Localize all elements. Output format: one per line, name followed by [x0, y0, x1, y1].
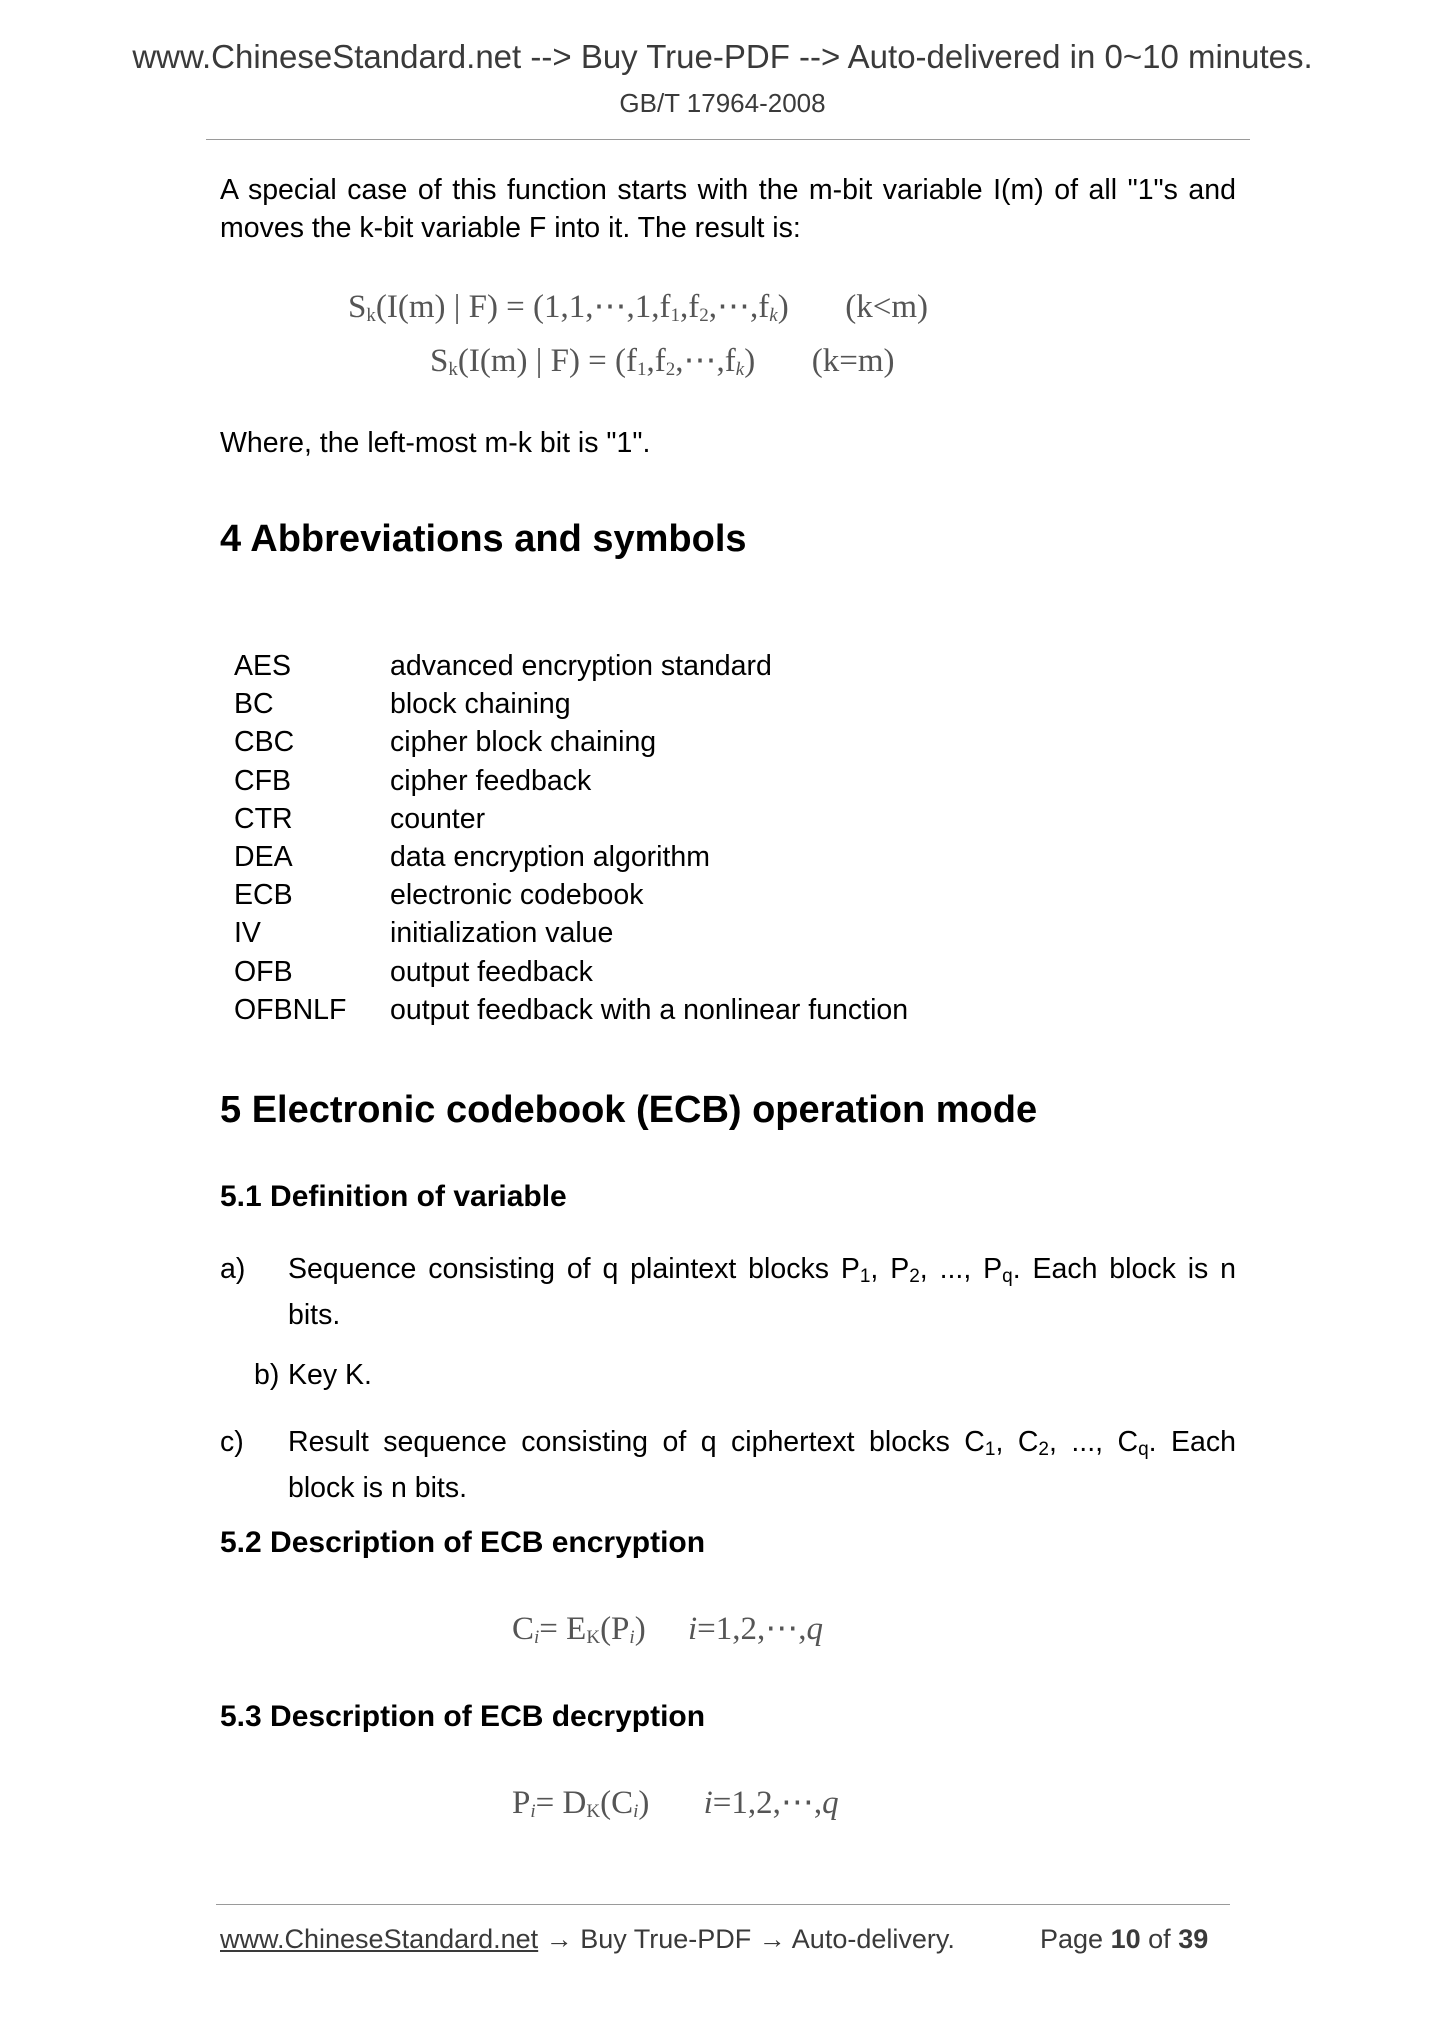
abbreviation-term: CBC: [234, 726, 295, 759]
header-divider: [206, 139, 1250, 140]
formula-shift-k-equal-m: $S_k(I(m)$ | $F) = (f_1,f_2,\cdots,f_k)$ (k=m): [430, 343, 895, 380]
formula-1-lhs-sub: k: [366, 305, 376, 326]
formula-2-lhs: S: [430, 343, 449, 379]
formula-1-lhs: S: [348, 289, 367, 325]
header-buy-link[interactable]: Buy True-PDF: [580, 38, 790, 75]
abbreviation-definition: counter: [390, 802, 486, 835]
formula-ecb-encryption: $C_i= E_K(P_i)$ i=1,2,⋯,q: [512, 1611, 823, 1648]
section-5-1-heading: 5.1 Definition of variable: [220, 1180, 567, 1213]
abbreviation-term: IV: [234, 917, 261, 950]
page-indicator: Page 10 of 39: [1040, 1924, 1209, 1954]
definition-item-c: c) Result sequence consisting of q ciphertext blocks $C_1$, $C_2$, ..., $C_q$. Each block is n bits.: [254, 1423, 1236, 1507]
standard-id: GB/T 17964-2008: [619, 88, 826, 118]
formula-1-arg: (I(m) | F) = (1,1,⋯,1,f: [375, 289, 671, 325]
footer-delivery-text: Auto-delivery.: [791, 1924, 955, 1954]
section-5-3-heading: 5.3 Description of ECB decryption: [220, 1700, 706, 1733]
formula-2-close: ): [744, 343, 756, 379]
definition-item-a: a) Sequence consisting of q plaintext blocks $P_1$, $P_2$, ..., $P_q$. Each block is n bits.: [254, 1250, 1236, 1334]
formula-1-condition: (k<m): [845, 289, 928, 325]
abbreviation-term: AES: [234, 650, 292, 682]
header-delivery-text: Auto-delivered in 0~10 minutes.: [847, 38, 1313, 75]
formula-2-rest: ,f: [646, 343, 666, 379]
formula-2-condition: (k=m): [811, 343, 895, 379]
footer-divider: [216, 1904, 1230, 1905]
header-sep-2: -->: [799, 38, 841, 75]
item-b-label: b): [254, 1359, 280, 1391]
abbreviation-term: ECB: [234, 879, 293, 912]
abbreviation-definition: data encryption algorithm: [390, 841, 711, 873]
section-5-heading: 5 Electronic codebook (ECB) operation mode: [220, 1089, 1038, 1131]
abbreviation-definition: block chaining: [390, 688, 571, 721]
formula-shift-k-less-m: $S_k(I(m)$ | $F) = (1,1,\cdots,1,f_1,f_2,\cdots,f_k)$ (k<m): [348, 289, 928, 326]
page-total: 39: [1178, 1924, 1209, 1954]
definition-item-b: b) Key K.: [254, 1356, 1236, 1394]
footer-buy-link[interactable]: Buy True-PDF: [580, 1924, 752, 1954]
footer-site-link[interactable]: www.ChineseStandard.net: [220, 1924, 539, 1954]
footer-links: [220, 1924, 955, 1955]
formula-2-arg: (I(m) | F) = (f: [457, 343, 638, 379]
header-banner: [0, 38, 1445, 76]
abbreviation-term: CTR: [234, 802, 293, 835]
section-4-heading: 4 Abbreviations and symbols: [220, 518, 747, 560]
abbreviation-term: OFB: [234, 955, 293, 988]
abbreviation-definition: cipher block chaining: [390, 726, 657, 759]
formula-1-close: ): [777, 289, 789, 325]
intro-paragraph: A special case of this function starts with the m-bit variable I(m) of all "1"s and moves the k-bit variable F into it. The result is:: [220, 174, 1236, 244]
section-5-2-heading: 5.2 Description of ECB encryption: [220, 1526, 706, 1559]
abbreviation-definition: advanced encryption standard: [390, 650, 772, 682]
item-c-label: c): [220, 1426, 244, 1458]
header-site-link[interactable]: www.ChineseStandard.net: [132, 38, 522, 75]
abbreviation-term: BC: [234, 688, 274, 721]
abbreviation-definition: initialization value: [390, 917, 614, 950]
formula-1-tail: ,⋯,f: [708, 289, 770, 325]
formula-ecb-decryption: $P_i= D_K(C_i)$ i=1,2,⋯,q: [512, 1785, 839, 1822]
abbreviation-term: DEA: [234, 841, 293, 873]
formula-1-rest: ,f: [680, 289, 700, 325]
abbreviation-definition: output feedback: [390, 955, 593, 988]
footer-arrow-1: →: [545, 1924, 573, 1954]
abbreviation-definition: cipher feedback: [390, 764, 592, 797]
header-sep-1: -->: [530, 38, 572, 75]
abbreviation-definition: output feedback with a nonlinear function: [390, 993, 909, 1026]
formula-2-tail: ,⋯,f: [675, 343, 736, 379]
page-number: 10: [1110, 1924, 1141, 1954]
abbreviation-term: CFB: [234, 764, 291, 797]
item-a-label: a): [220, 1253, 246, 1285]
footer-arrow-2: →: [758, 1924, 786, 1954]
formula-2-lhs-sub: k: [448, 359, 458, 380]
abbreviation-term: OFBNLF: [234, 993, 347, 1026]
abbreviation-definition: electronic codebook: [390, 879, 644, 912]
where-note: Where, the left-most m-k bit is "1".: [220, 427, 651, 459]
